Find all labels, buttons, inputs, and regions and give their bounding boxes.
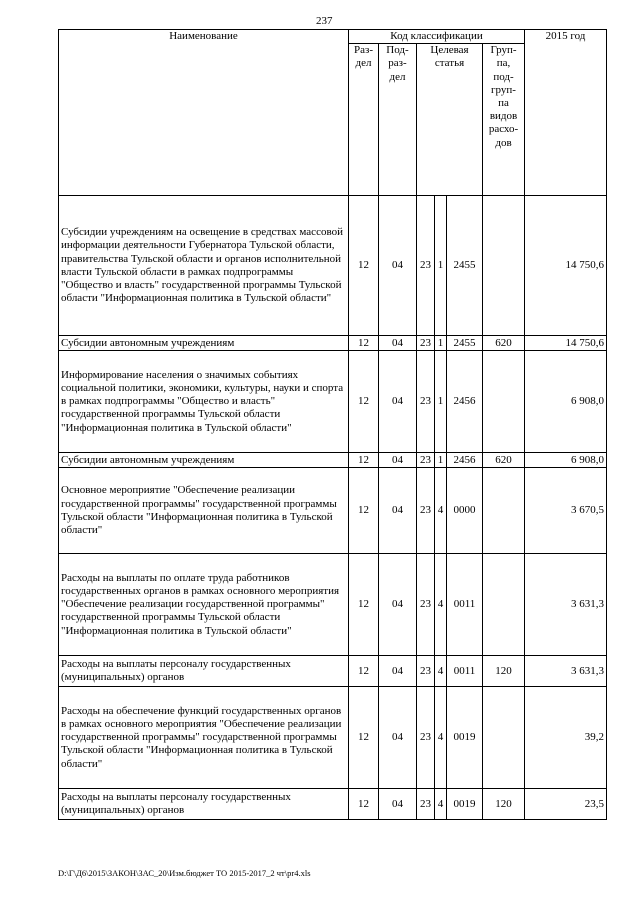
row-name: Субсидии учреждениям на освещение в средствах массовой информации деятельности Губернатора Тульской области, правительства Тульской области и органов исполнительной власти Тульской области в рамках подпрограммы "Общество и власть" государственной программы Тульской области "Информационная политика в Тульской области": [59, 196, 349, 336]
row-subsection: 04: [379, 687, 417, 789]
row-section: 12: [349, 453, 379, 468]
table-row: [59, 687, 607, 789]
table-row: [59, 196, 607, 336]
row-target-program: 23: [417, 789, 435, 820]
row-amount: 6 908,0: [525, 453, 607, 468]
row-name: Расходы на обеспечение функций государственных органов в рамках основного мероприятия "Обеспечение реализации государственной программы" государственной программы Тульской области "Информационная политика в Тульской области": [59, 687, 349, 789]
table-row: [59, 336, 607, 351]
header-subsection: Под- раз- дел: [379, 44, 417, 196]
row-expense-group: [483, 687, 525, 789]
row-section: 12: [349, 196, 379, 336]
row-amount: 6 908,0: [525, 351, 607, 453]
table-row: [59, 656, 607, 687]
row-target-program: 23: [417, 656, 435, 687]
row-expense-group: 620: [483, 453, 525, 468]
row-subsection: 04: [379, 351, 417, 453]
row-amount: 39,2: [525, 687, 607, 789]
header-name: Наименование: [59, 30, 349, 196]
row-amount: 3 670,5: [525, 468, 607, 554]
row-target-subprogram: 1: [435, 453, 447, 468]
row-target-code: 0000: [447, 468, 483, 554]
file-path-footer: D:\Г\Д6\2015\ЗАКОН\ЗАС_20\Изм.бюджет ТО 2015-2017_2 чт\pr4.xls: [58, 868, 311, 878]
row-expense-group: [483, 554, 525, 656]
row-target-program: 23: [417, 554, 435, 656]
header-section: Раз- дел: [349, 44, 379, 196]
row-name: Основное мероприятие "Обеспечение реализации государственной программы" государственной программы Тульской области "Информационная политика в Тульской области": [59, 468, 349, 554]
header-year: 2015 год: [525, 30, 607, 196]
row-amount: 14 750,6: [525, 336, 607, 351]
row-expense-group: [483, 351, 525, 453]
row-target-subprogram: 4: [435, 656, 447, 687]
row-target-subprogram: 1: [435, 196, 447, 336]
row-expense-group: [483, 196, 525, 336]
row-name: Информирование населения о значимых событиях социальной политики, экономики, культуры, науки и спорта в рамках подпрограммы "Общество и власть" государственной программы Тульской области "Информационная политика в Тульской области": [59, 351, 349, 453]
row-target-program: 23: [417, 453, 435, 468]
row-subsection: 04: [379, 453, 417, 468]
row-target-program: 23: [417, 468, 435, 554]
row-name: Расходы на выплаты персоналу государственных (муниципальных) органов: [59, 656, 349, 687]
row-subsection: 04: [379, 656, 417, 687]
header-target: Целевая статья: [417, 44, 483, 196]
table-row: [59, 351, 607, 453]
table-row: [59, 789, 607, 820]
row-subsection: 04: [379, 468, 417, 554]
row-name: Расходы на выплаты по оплате труда работников государственных органов в рамках основного мероприятия "Обеспечение реализации государственной программы" государственной программы Тульской области "Информационная политика в Тульской области": [59, 554, 349, 656]
row-target-program: 23: [417, 336, 435, 351]
row-name: Расходы на выплаты персоналу государственных (муниципальных) органов: [59, 789, 349, 820]
row-subsection: 04: [379, 554, 417, 656]
row-expense-group: 120: [483, 789, 525, 820]
row-section: 12: [349, 656, 379, 687]
table-row: [59, 453, 607, 468]
row-target-subprogram: 1: [435, 351, 447, 453]
budget-table: [58, 29, 607, 820]
header-expense-group: Груп- па, под- груп- па видов расхо- дов: [483, 44, 525, 196]
row-name: Субсидии автономным учреждениям: [59, 336, 349, 351]
row-target-subprogram: 1: [435, 336, 447, 351]
row-amount: 3 631,3: [525, 554, 607, 656]
row-target-subprogram: 4: [435, 687, 447, 789]
row-target-code: 2456: [447, 351, 483, 453]
row-target-code: 0019: [447, 687, 483, 789]
table-row: [59, 554, 607, 656]
page-number: 237: [316, 15, 333, 27]
row-expense-group: [483, 468, 525, 554]
table-row: [59, 468, 607, 554]
row-target-subprogram: 4: [435, 468, 447, 554]
row-target-program: 23: [417, 687, 435, 789]
row-expense-group: 120: [483, 656, 525, 687]
row-target-code: 0011: [447, 656, 483, 687]
row-target-code: 2455: [447, 196, 483, 336]
row-subsection: 04: [379, 196, 417, 336]
row-section: 12: [349, 789, 379, 820]
row-expense-group: 620: [483, 336, 525, 351]
row-target-subprogram: 4: [435, 789, 447, 820]
row-target-program: 23: [417, 351, 435, 453]
row-target-code: 0019: [447, 789, 483, 820]
row-amount: 3 631,3: [525, 656, 607, 687]
row-target-subprogram: 4: [435, 554, 447, 656]
row-amount: 14 750,6: [525, 196, 607, 336]
row-subsection: 04: [379, 789, 417, 820]
row-target-code: 0011: [447, 554, 483, 656]
row-section: 12: [349, 687, 379, 789]
row-section: 12: [349, 468, 379, 554]
row-subsection: 04: [379, 336, 417, 351]
row-section: 12: [349, 351, 379, 453]
header-classification: Код классификации: [349, 30, 525, 44]
row-name: Субсидии автономным учреждениям: [59, 453, 349, 468]
row-target-code: 2456: [447, 453, 483, 468]
row-section: 12: [349, 336, 379, 351]
row-target-program: 23: [417, 196, 435, 336]
row-section: 12: [349, 554, 379, 656]
row-amount: 23,5: [525, 789, 607, 820]
row-target-code: 2455: [447, 336, 483, 351]
